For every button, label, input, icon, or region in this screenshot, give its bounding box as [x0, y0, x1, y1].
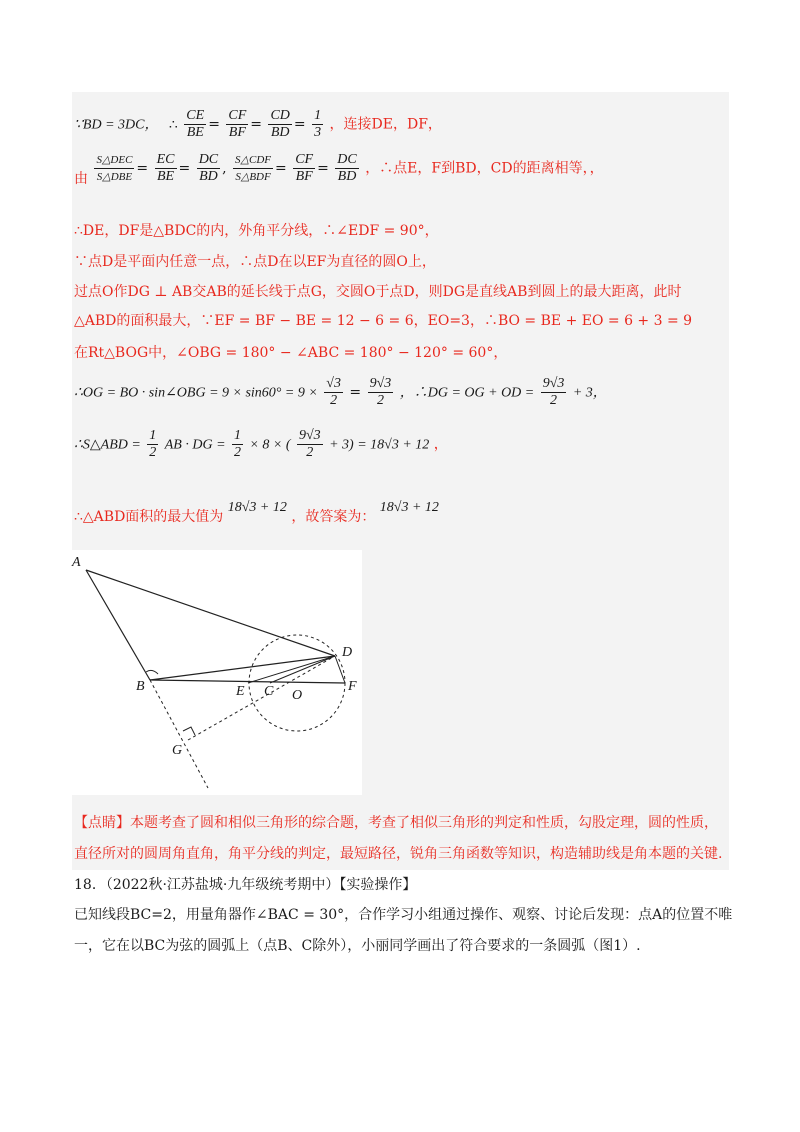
- fraction-cf-bf: $\frac{CF}{BF}$: [228, 108, 247, 140]
- answer-text: ，故答案为：: [291, 509, 376, 525]
- fraction-one-third: $\frac{1}{3}$: [314, 108, 322, 140]
- plus-three: + 3，: [572, 385, 607, 401]
- label-d: D: [342, 645, 353, 660]
- fraction-9sqrt3-2-b: $\frac{9√3}{2}$: [542, 376, 565, 408]
- problem-18-line-3: 一，它在以BC为弦的圆弧上（点B、C除外），小丽同学画出了符合要求的一条圆弧（图1）.: [74, 938, 641, 954]
- geometry-figure: [70, 550, 362, 795]
- fraction-ec-be: $\frac{EC}{BE}$: [156, 152, 175, 184]
- fraction-sqrt3-2: $\frac{√3}{2}$: [326, 376, 341, 408]
- solution-line-8: [74, 376, 607, 409]
- dg-expression: ，∴DG = OG + OD =: [399, 385, 535, 401]
- fraction-dc-bd-1: $\frac{DC}{BD}$: [198, 152, 219, 184]
- given-text: ∵BD = 3DC，: [74, 117, 159, 133]
- equal-distance-text: ，∴点E，F到BD，CD的距离相等，，: [365, 160, 604, 177]
- figure-background: [70, 550, 362, 795]
- max-area-text: ∴△ABD面积的最大值为: [74, 509, 224, 525]
- og-expression: ∴OG = BO · sin∠OBG = 9 × sin60° = 9 ×: [74, 385, 318, 401]
- solution-line-1: ∵BD = 3DC， ∴ $\frac{CE}{BE}$ = $\frac{CF}{BF}$ = $\frac{CD}{BD}$ = $\frac{1}{3}$ ，连接DE，DF，: [74, 108, 442, 140]
- fraction-cd-bd: $\frac{CD}{BD}$: [270, 108, 290, 140]
- area-abd-label: ∴S△ABD =: [74, 437, 141, 453]
- connect-text: ，连接DE，DF，: [329, 116, 442, 133]
- answer-value: 18√3 + 12: [379, 500, 439, 515]
- label-g: G: [172, 743, 183, 758]
- solution-line-5: 过点O作DG ⊥ AB交AB的延长线于点G，交圆O于点D，则DG是直线AB到圆上的最大距离，此时: [74, 284, 682, 300]
- area-result: + 3) = 18√3 + 12: [329, 437, 430, 453]
- problem-18-title: 18．（2022秋·江苏盐城·九年级统考期中）【实验操作】: [74, 877, 417, 893]
- solution-line-4: ∵点D是平面内任意一点，∴点D在以EF为直径的圆O上，: [74, 254, 436, 270]
- label-f: F: [348, 679, 357, 694]
- solution-line-9: [74, 428, 448, 461]
- solution-line-10: [74, 500, 439, 527]
- solution-line-6: △ABD的面积最大，∵EF = BF − BE = 12 − 6 = 6，EO=3，∴BO = BE + EO = 6 + 3 = 9: [74, 313, 693, 329]
- comment-line-1: 【点睛】本题考查了圆和相似三角形的综合题，考查了相似三角形的判定和性质，勾股定理，圆的性质，: [74, 815, 718, 831]
- fraction-cf-bf-2: $\frac{CF}{BF}$: [295, 152, 314, 184]
- solution-line-3: ∴DE，DF是△BDC的内，外角平分线，∴∠EDF = 90°，: [74, 223, 439, 239]
- therefore-symbol: ∴: [168, 116, 178, 133]
- solution-line-7: 在Rt△BOG中，∠OBG = 180° − ∠ABC = 180° − 120° = 60°，: [74, 345, 508, 361]
- fraction-area-dec-dbe: $\frac{\text{S△DEC}}{\text{S△DBE}}$: [96, 154, 133, 183]
- label-c: C: [264, 684, 274, 699]
- fraction-9sqrt3-2-c: $\frac{9√3}{2}$: [298, 428, 321, 460]
- fraction-half-1: $\frac{1}{2}$: [149, 428, 157, 460]
- times-eight-text: × 8 × (: [249, 437, 291, 453]
- max-area-value: 18√3 + 12: [227, 500, 287, 515]
- label-o: O: [292, 688, 303, 703]
- label-a: A: [72, 555, 81, 570]
- comment-line-2: 直径所对的圆周角直角，角平分线的判定，最短路径，锐角三角函数等知识，构造辅助线是角本题的关键.: [74, 846, 723, 862]
- fraction-half-2: $\frac{1}{2}$: [233, 428, 241, 460]
- solution-line-2: 由 $\frac{\text{S△DEC}}{\text{S△DBE}}$ = $\frac{EC}{BE}$ = $\frac{DC}{BD}$ , $\frac{\text{S△CDF}}{\text{S△BDF}}$ = $\frac{CF}{BF}$ = $\frac{DC}{BD}$ ，∴点E，F到BD，CD的距离相等，，: [74, 152, 604, 187]
- fraction-ce-be: $\frac{CE}{BE}$: [186, 108, 205, 140]
- problem-18-line-2: 已知线段BC=2，用量角器作∠BAC = 30°，合作学习小组通过操作、观察、讨论后发现：点A的位置不唯: [74, 907, 733, 923]
- ab-dg-text: AB · DG =: [164, 437, 226, 453]
- comma: ，: [433, 436, 448, 453]
- fraction-area-cdf-bdf: $\frac{\text{S△CDF}}{\text{S△BDF}}$: [235, 154, 272, 183]
- label-b: B: [136, 679, 145, 694]
- fraction-dc-bd-2: $\frac{DC}{BD}$: [337, 152, 357, 184]
- from-text: 由: [74, 170, 88, 187]
- label-e: E: [236, 684, 245, 699]
- fraction-9sqrt3-2-a: $\frac{9√3}{2}$: [369, 376, 392, 408]
- equals-sign: =: [349, 384, 362, 401]
